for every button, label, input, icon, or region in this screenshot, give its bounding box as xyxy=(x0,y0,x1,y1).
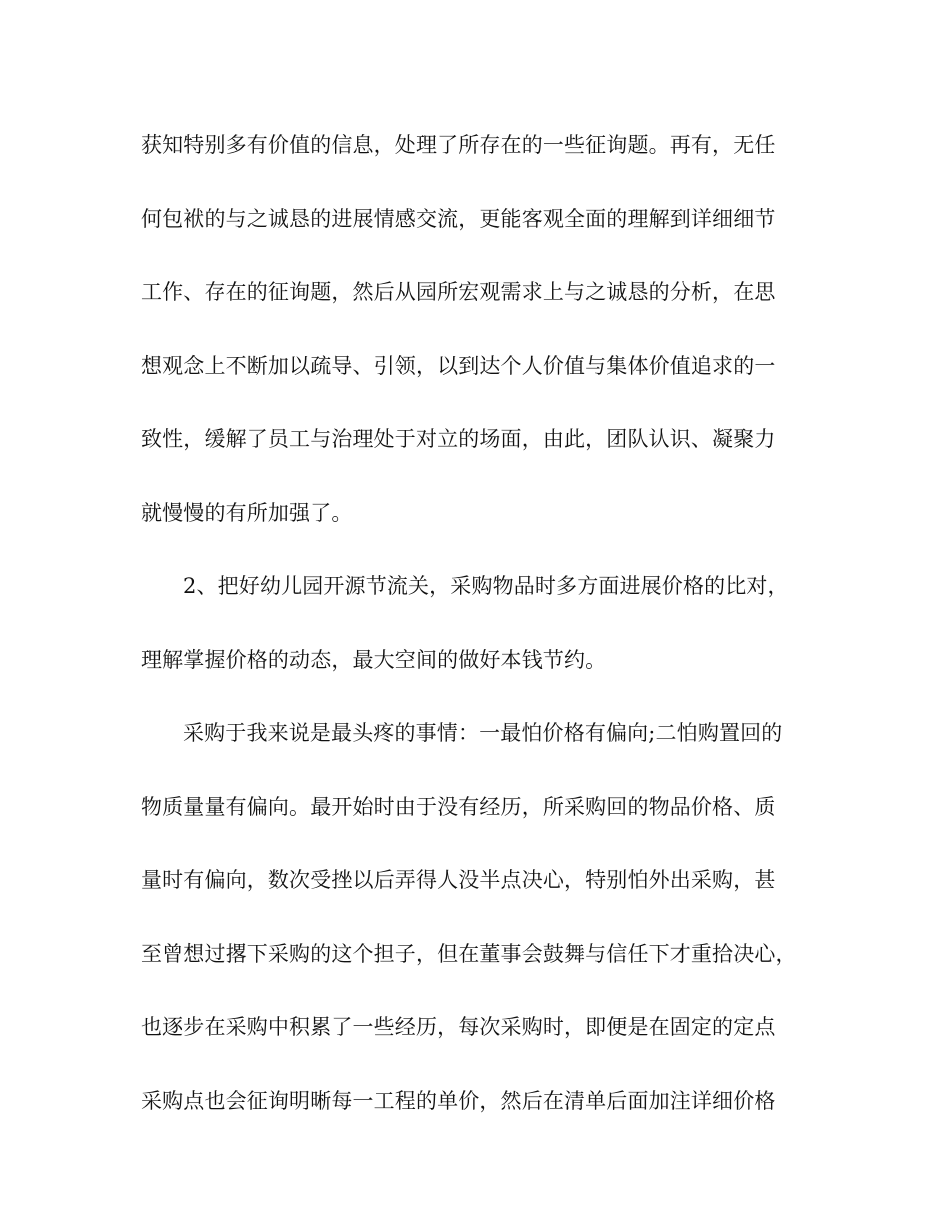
paragraph-first-line: 采购于我来说是最头疼的事情：一最怕价格有偏向;二怕购置回的 xyxy=(183,721,783,745)
text-line: 至曾想过撂下采购的这个担子，但在董事会鼓舞与信任下才重拾决心， xyxy=(141,941,797,966)
text-line: 采购点也会征询明晰每一工程的单价，然后在清单后面加注详细价格 xyxy=(141,1088,776,1113)
text-line: 致性，缓解了员工与治理处于对立的场面，由此，团队认识、凝聚力 xyxy=(141,427,776,451)
text-line: 也逐步在采购中积累了一些经历，每次采购时，即便是在固定的定点 xyxy=(141,1015,776,1039)
text-line: 工作、存在的征询题，然后从园所宏观需求上与之诚恳的分析，在思 xyxy=(141,280,776,304)
text-line: 何包袱的与之诚恳的进展情感交流，更能客观全面的理解到详细细节 xyxy=(141,206,776,231)
body-text xyxy=(141,118,809,1147)
text-line: 量时有偏向，数次受挫以后弄得人没半点决心，特别怕外出采购，甚 xyxy=(141,868,776,892)
text-line: 想观念上不断加以疏导、引领，以到达个人价值与集体价值追求的一 xyxy=(141,353,776,378)
text-line: 就慢慢的有所加强了。 xyxy=(141,500,353,525)
text-line: 物质量量有偏向。最开始时由于没有经历，所采购回的物品价格、质 xyxy=(141,794,776,819)
text-line: 获知特别多有价值的信息，处理了所存在的一些征询题。再有，无任 xyxy=(141,133,776,157)
section-heading-line: 2、把好幼儿园开源节流关，采购物品时多方面进展价格的比对， xyxy=(183,574,789,598)
text-line: 理解掌握价格的动态，最大空间的做好本钱节约。 xyxy=(141,647,607,672)
